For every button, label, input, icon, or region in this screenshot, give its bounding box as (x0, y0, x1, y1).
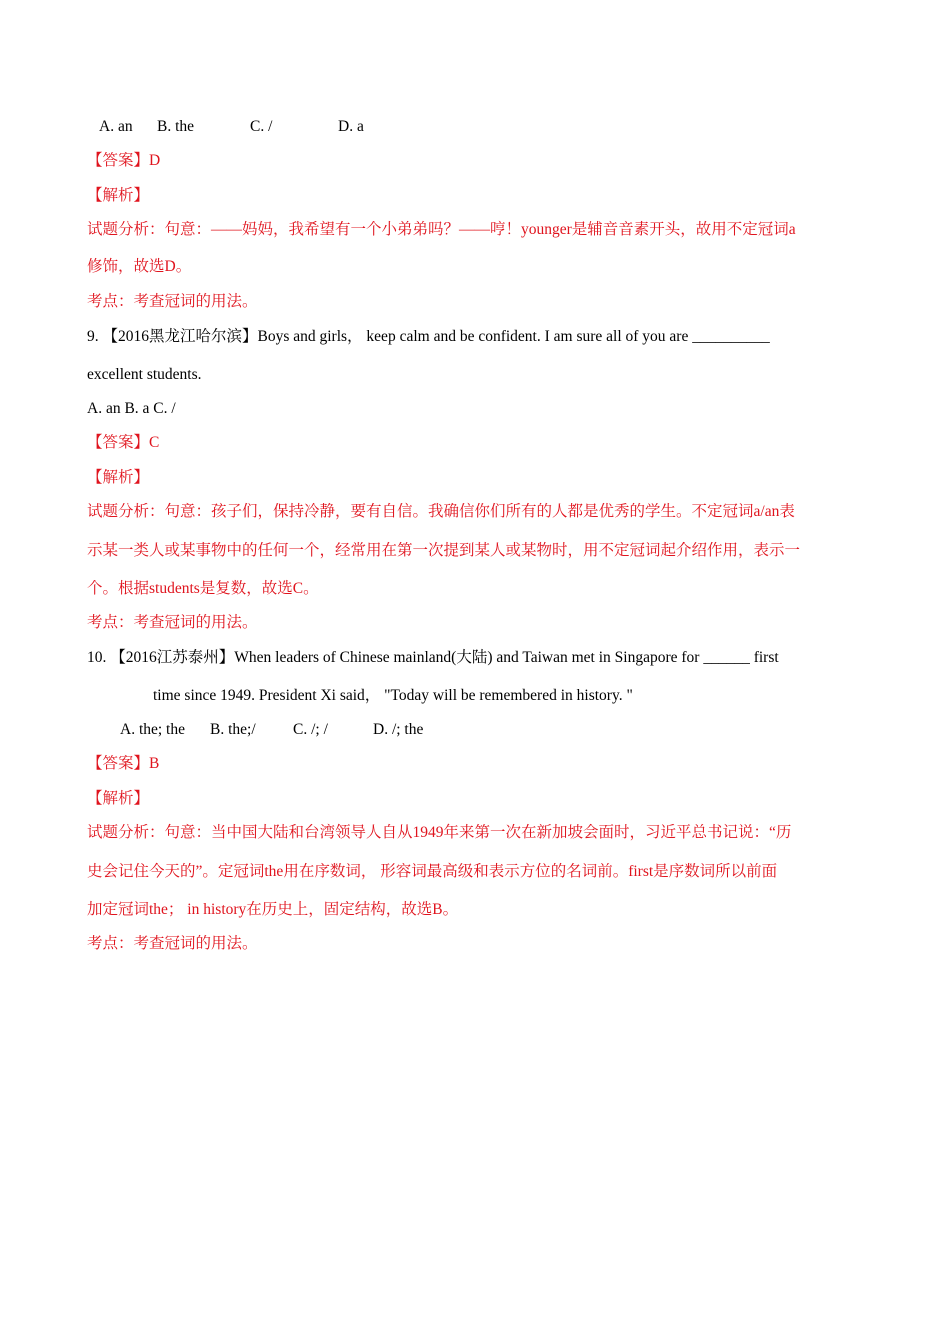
q9-analysis-line-3: 个。根据students是复数，故选C。 (87, 580, 319, 597)
q10-option-c: C. /; / (293, 721, 328, 738)
q8-analysis-label: 【解析】 (87, 187, 150, 204)
q10-stem-line-2: time since 1949. President Xi said， "Today will be remembered in history. " (153, 687, 633, 704)
q9-analysis-line-1: 试题分析：句意：孩子们，保持冷静，要有自信。我确信你们所有的人都是优秀的学生。不定冠词a/an表 (87, 503, 795, 520)
q10-analysis-line-2: 史会记住今天的”。定冠词the用在序数词， 形容词最高级和表示方位的名词前。first是序数词所以前面 (87, 863, 778, 880)
q9-options: A. an B. a C. / (87, 400, 176, 417)
q10-option-a: A. the; the (120, 721, 185, 738)
q8-option-d: D. a (338, 118, 364, 135)
q10-option-d: D. /; the (373, 721, 424, 738)
q8-point: 考点：考查冠词的用法。 (87, 293, 258, 310)
q10-point: 考点：考查冠词的用法。 (87, 935, 258, 952)
q10-stem-line-1: 10. 【2016江苏泰州】When leaders of Chinese mainland(大陆) and Taiwan met in Singapore for ______ first (87, 649, 779, 666)
q9-analysis-line-2: 示某一类人或某事物中的任何一个，经常用在第一次提到某人或某物时，用不定冠词起介绍作用，表示一 (87, 542, 801, 559)
q8-answer: 【答案】D (87, 152, 161, 169)
q8-option-b: B. the (157, 118, 195, 135)
q8-option-c: C. / (250, 118, 273, 135)
q9-stem-line-1: 9. 【2016黑龙江哈尔滨】Boys and girls， keep calm and be confident. I am sure all of you are __________ (87, 328, 770, 345)
q9-stem-line-2: excellent students. (87, 366, 202, 383)
q8-analysis-line-2: 修饰，故选D。 (87, 258, 192, 275)
q10-analysis-line-1: 试题分析：句意：当中国大陆和台湾领导人自从1949年来第一次在新加坡会面时，习近平总书记说：“历 (87, 824, 792, 841)
q8-option-a: A. an (99, 118, 133, 135)
q10-analysis-label: 【解析】 (87, 790, 150, 807)
q10-answer: 【答案】B (87, 755, 160, 772)
q10-analysis-line-3: 加定冠词the； in history在历史上，固定结构，故选B。 (87, 901, 459, 918)
q9-answer: 【答案】C (87, 434, 160, 451)
q8-analysis-line-1: 试题分析：句意：——妈妈，我希望有一个小弟弟吗？——哼！younger是辅音音素开头，故用不定冠词a (87, 221, 796, 238)
q10-option-b: B. the;/ (210, 721, 256, 738)
q9-analysis-label: 【解析】 (87, 469, 150, 486)
q9-point: 考点：考查冠词的用法。 (87, 614, 258, 631)
